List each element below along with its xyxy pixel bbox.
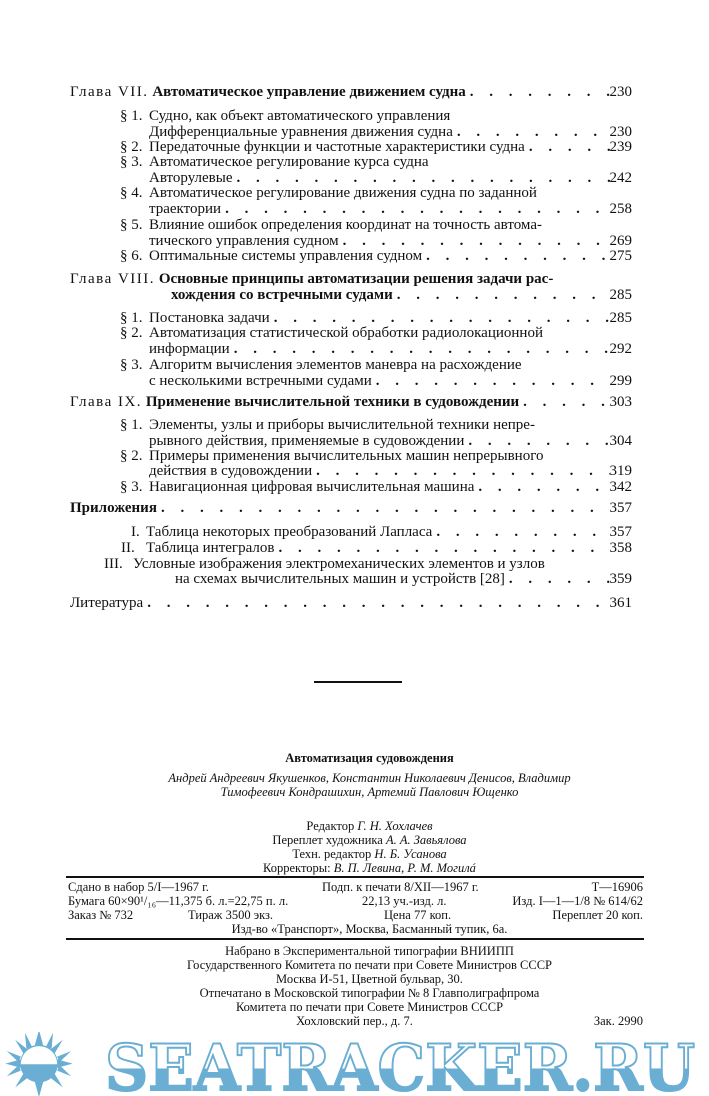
book-title: Автоматизация судовождения [285, 751, 454, 765]
toc-appendix[interactable]: Приложения . . . 357 [70, 501, 632, 516]
printer-line: Комитета по печати при Совете Министров СССР [235, 1000, 504, 1014]
divider [66, 876, 644, 878]
section-number: § 1. [120, 108, 143, 124]
print-info: Заказ № 732 [68, 908, 134, 922]
print-info: Сдано в набор 5/I—1967 г. [68, 880, 209, 894]
toc-section[interactable]: рывного действия, применяемые в судовождении . . . 304 [149, 434, 632, 449]
print-info: Переплет 20 коп. [552, 908, 643, 922]
seatracker-watermark-logo [0, 1032, 709, 1096]
toc-chapter-8[interactable]: хождения со встречными судами . . . 285 [171, 288, 632, 303]
printer-line: Набрано в Экспериментальной типографии ВНИИПП [225, 944, 514, 958]
toc-section[interactable]: § 1. Постановка задачи . . . 285 [120, 311, 632, 326]
section-number: § 2. [120, 448, 143, 464]
toc-line: § 1. Судно, как объект автоматического управления [120, 108, 451, 124]
toc-line: § 1. Элементы, узлы и приборы вычислительной техники непре- [120, 417, 535, 433]
toc-section[interactable]: тического управления судном . . . 269 [149, 234, 632, 249]
printer-line: Отпечатано в Московской типографии № 8 Главполиграфпрома [199, 986, 540, 1000]
section-number: § 3. [120, 154, 143, 170]
chapter-label: Глава VII. [70, 84, 149, 100]
divider [66, 938, 644, 940]
authors-line: Тимофеевич Кондрашихин, Артемий Павлович Ющенко [220, 785, 519, 799]
appendix-number: III. [104, 556, 123, 572]
toc-section[interactable]: § 6. Оптимальные системы управления судном . . . 275 [120, 249, 632, 264]
authors-line: Андрей Андреевич Якушенков, Константин Николаевич Денисов, Владимир [168, 771, 571, 785]
page-number: 230 [609, 84, 632, 100]
toc-appendix-item[interactable]: на схемах вычислительных машин и устройств [28] . . . 359 [175, 572, 632, 587]
toc-section[interactable]: § 3. Навигационная цифровая вычислительная машина . . . 342 [120, 480, 632, 495]
toc-section[interactable]: § 2. Передаточные функции и частотные характеристики судна . . . 239 [120, 140, 632, 155]
toc-chapter-7[interactable] [70, 85, 632, 100]
section-number: § 4. [120, 185, 143, 201]
toc-line: § 2. Автоматизация статистической обработки радиолокационной [120, 325, 543, 341]
printer-line: Хохловский пер., д. 7. [296, 1014, 413, 1028]
section-number: § 5. [120, 217, 143, 233]
toc-line: Условные изображения электромеханических элементов и узлов [133, 556, 545, 572]
section-number: § 3. [120, 357, 143, 373]
section-number: § 2. [120, 325, 143, 341]
toc-section[interactable]: траектории . . . 258 [149, 202, 632, 217]
appendix-number: I. [131, 524, 140, 540]
divider [314, 681, 402, 683]
toc-section[interactable]: Дифференциальные уравнения движения судна . . . 230 [149, 125, 632, 140]
credit: Техн. редактор Н. Б. Усанова [292, 847, 447, 861]
credit: Переплет художника А. А. Завьялова [272, 833, 467, 847]
appendix-number: II. [121, 540, 135, 556]
toc-line: § 2. Примеры применения вычислительных машин непрерывного [120, 448, 544, 464]
toc-line: § 4. Автоматическое регулирование движения судна по заданной [120, 185, 537, 201]
print-info: Подп. к печати 8/XII—1967 г. [322, 880, 479, 894]
section-number: § 6. [120, 248, 143, 264]
toc-section[interactable]: Авторулевые . . . 242 [149, 171, 632, 186]
credit: Редактор Г. Н. Хохлачев [306, 819, 433, 833]
print-info: Тираж 3500 экз. [188, 908, 274, 922]
print-info: Бумага 60×90¹/₁₆—11,375 б. л.=22,75 п. л. [68, 894, 289, 908]
printer-line: Москва И-51, Цветной бульвар, 30. [276, 972, 463, 986]
credit: Корректоры: В. П. Левина, Р. М. Могилá [263, 861, 476, 875]
toc-line: § 3. Алгоритм вычисления элементов маневра на расхождение [120, 357, 522, 373]
sun-icon [5, 1032, 72, 1096]
toc-appendix-item[interactable]: Таблица некоторых преобразований Лапласа . . . 357 [146, 525, 632, 540]
toc-section[interactable]: информации . . . 292 [149, 342, 632, 357]
chapter-title: Автоматическое управление движением судна [152, 84, 466, 100]
toc-chapter-9[interactable]: Глава IX. Применение вычислительной техники в судовождении . . . 303 [70, 395, 632, 410]
print-info: 22,13 уч.-изд. л. [362, 894, 447, 908]
toc-chapter-8-line: Глава VIII. Основные принципы автоматизации решения задачи рас- [70, 271, 554, 287]
section-number: § 2. [120, 139, 143, 155]
toc-line: § 3. Автоматическое регулирование курса судна [120, 154, 429, 170]
toc-section[interactable]: с несколькими встречными судами . . . 299 [149, 374, 632, 389]
order-number: Зак. 2990 [593, 1014, 643, 1028]
watermark-text: SEATRACKER.RU [105, 1032, 695, 1096]
toc-section[interactable]: действия в судовождении . . . 319 [149, 464, 632, 479]
section-number: § 1. [120, 417, 143, 433]
toc-literature[interactable]: Литература . . . 361 [70, 596, 632, 611]
section-number: § 1. [120, 310, 143, 326]
print-info: Изд. I—1—1/8 № 614/62 [512, 894, 643, 908]
toc-line: § 5. Влияние ошибок определения координат на точность автома- [120, 217, 542, 233]
publisher: Изд-во «Транспорт», Москва, Басманный тупик, 6а. [231, 922, 508, 936]
toc-appendix-item[interactable]: Таблица интегралов . . . 358 [146, 541, 632, 556]
print-info: Т—16906 [591, 880, 643, 894]
print-info: Цена 77 коп. [384, 908, 452, 922]
section-number: § 3. [120, 479, 143, 495]
printer-line: Государственного Комитета по печати при Совете Министров СССР [187, 958, 552, 972]
